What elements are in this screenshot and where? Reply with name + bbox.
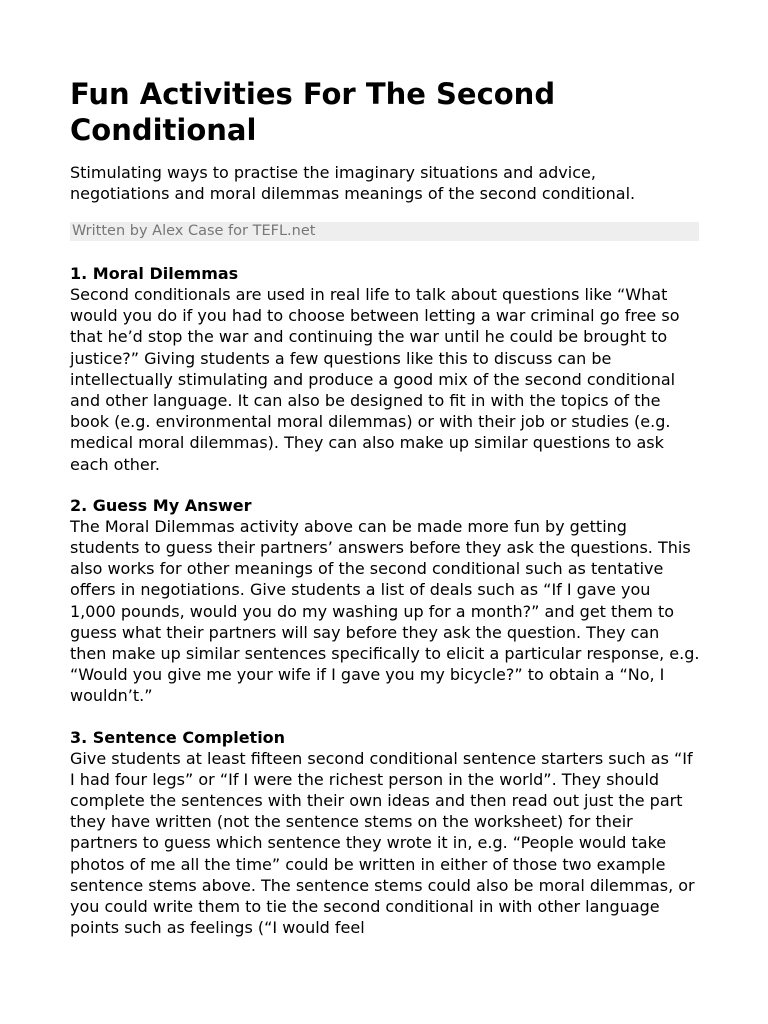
section-sentence-completion: [70, 727, 700, 939]
section-body: Second conditionals are used in real life to talk about questions like “What would you do if you had to choose between letting a war criminal go free so that he’d stop the war and continuing the war until he could be brought to justice?” Giving students a few questions like this to discuss can be intellectually stimulating and produce a good mix of the second conditional and other language. It can also be designed to fit in with the topics of the book (e.g. environmental moral dilemmas) or with their job or studies (e.g. medical moral dilemmas). They can also make up similar questions to ask each other.: [70, 285, 680, 474]
section-guess-my-answer: [70, 495, 700, 707]
section-heading: 2. Guess My Answer: [70, 495, 252, 515]
intro-paragraph: Stimulating ways to practise the imaginary situations and advice, negotiations and moral dilemmas meanings of the second conditional.: [70, 163, 636, 203]
title-line-2: Conditional: [70, 113, 257, 147]
section-heading: 1. Moral Dilemmas: [70, 264, 239, 283]
document-page: [70, 76, 700, 938]
section-heading: 3. Sentence Completion: [70, 727, 286, 747]
author-byline: Written by Alex Case for TEFL.net: [70, 222, 699, 241]
title-line-1: Fun Activities For The Second: [70, 77, 556, 111]
section-moral-dilemmas: [70, 263, 700, 475]
section-body: The Moral Dilemmas activity above can be made more fun by getting students to guess their partners’ answers before they ask the questions. This also works for other meanings of the second conditional such as tentative offers in negotiations. Give students a list of deals such as “If I gave you 1,000 pounds, would you do my washing up for a month?” and get them to guess what their partners will say before they ask the question. They can then make up similar sentences specifically to elicit a particular response, e.g. “Would you give me your wife if I gave you my bicycle?” to obtain a “No, I wouldn’t.”: [70, 516, 700, 706]
section-body: Give students at least fifteen second conditional sentence starters such as “If I had four legs” or “If I were the richest person in the world”. They should complete the sentences with their own ideas and then read out just the part they have written (not the sentence stems on the worksheet) for their partners to guess which sentence they wrote it in, e.g. “People would take photos of me all the time” could be written in either of those two example sentence stems above. The sentence stems could also be moral dilemmas, or you could write them to tie the second conditional in with other language points such as feelings (“I would feel: [70, 748, 695, 938]
page-title: [70, 76, 700, 148]
